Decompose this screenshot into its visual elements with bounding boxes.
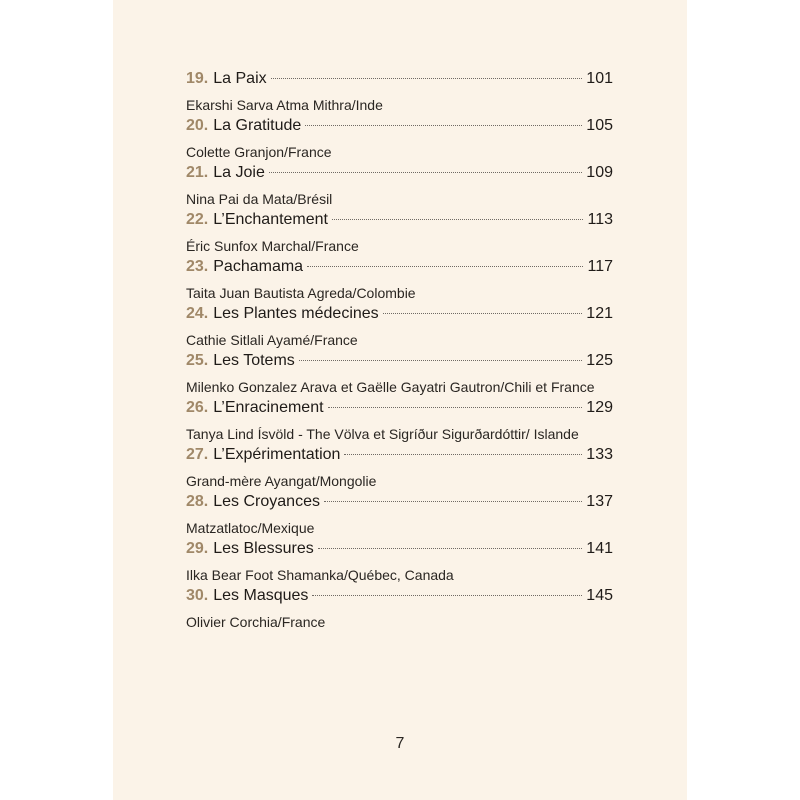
chapter-author: Éric Sunfox Marchal/France bbox=[186, 238, 359, 254]
chapter-title: La Paix bbox=[213, 70, 267, 87]
chapter-title: Les Masques bbox=[213, 587, 309, 604]
chapter-page-number: 145 bbox=[586, 587, 613, 604]
toc-title-row bbox=[186, 352, 613, 377]
dot-leader bbox=[318, 548, 583, 549]
chapter-page-number: 129 bbox=[586, 399, 613, 416]
chapter-title: Les Blessures bbox=[213, 540, 314, 557]
chapter-title: La Joie bbox=[213, 164, 265, 181]
chapter-author: Taita Juan Bautista Agreda/Colombie bbox=[186, 285, 416, 301]
dot-leader bbox=[328, 407, 583, 408]
chapter-page-number: 141 bbox=[586, 540, 613, 557]
chapter-author: Milenko Gonzalez Arava et Gaëlle Gayatri Gautron/Chili et France bbox=[186, 379, 595, 395]
toc-entry bbox=[186, 305, 613, 350]
chapter-author: Olivier Corchia/France bbox=[186, 614, 326, 630]
toc-entry bbox=[186, 399, 613, 444]
chapter-number: 19. bbox=[186, 70, 209, 87]
chapter-number: 26. bbox=[186, 399, 209, 416]
chapter-page-number: 109 bbox=[586, 164, 613, 181]
chapter-author: Grand-mère Ayangat/Mongolie bbox=[186, 473, 377, 489]
dot-leader bbox=[344, 454, 582, 455]
toc-entry bbox=[186, 540, 613, 585]
table-of-contents bbox=[186, 70, 613, 634]
toc-title-row bbox=[186, 258, 613, 283]
chapter-number: 22. bbox=[186, 211, 209, 228]
toc-entry bbox=[186, 446, 613, 491]
dot-leader bbox=[271, 78, 583, 79]
chapter-title: Les Totems bbox=[213, 352, 295, 369]
toc-entry bbox=[186, 587, 613, 632]
book-page bbox=[113, 0, 687, 800]
dot-leader bbox=[305, 125, 582, 126]
chapter-title: L’Enracinement bbox=[213, 399, 324, 416]
toc-title-row bbox=[186, 587, 613, 612]
chapter-title: L’Expérimentation bbox=[213, 446, 341, 463]
dot-leader bbox=[324, 501, 582, 502]
chapter-number: 25. bbox=[186, 352, 209, 369]
dot-leader bbox=[332, 219, 583, 220]
chapter-author: Matzatlatoc/Mexique bbox=[186, 520, 315, 536]
chapter-author: Nina Pai da Mata/Brésil bbox=[186, 191, 333, 207]
chapter-page-number: 101 bbox=[586, 70, 613, 87]
chapter-number: 20. bbox=[186, 117, 209, 134]
toc-title-row bbox=[186, 446, 613, 471]
chapter-page-number: 121 bbox=[586, 305, 613, 322]
toc-title-row bbox=[186, 493, 613, 518]
chapter-author: Ilka Bear Foot Shamanka/Québec, Canada bbox=[186, 567, 454, 583]
chapter-page-number: 113 bbox=[587, 211, 613, 228]
chapter-author: Colette Granjon/France bbox=[186, 144, 332, 160]
dot-leader bbox=[299, 360, 583, 361]
chapter-number: 29. bbox=[186, 540, 209, 557]
chapter-title: Les Plantes médecines bbox=[213, 305, 379, 322]
toc-entry bbox=[186, 493, 613, 538]
page-number: 7 bbox=[395, 735, 405, 752]
chapter-page-number: 133 bbox=[586, 446, 613, 463]
toc-title-row bbox=[186, 540, 613, 565]
chapter-page-number: 105 bbox=[586, 117, 613, 134]
toc-entry bbox=[186, 211, 613, 256]
toc-entry bbox=[186, 258, 613, 303]
chapter-title: L’Enchantement bbox=[213, 211, 328, 228]
chapter-number: 24. bbox=[186, 305, 209, 322]
toc-entry bbox=[186, 352, 613, 397]
chapter-title: La Gratitude bbox=[213, 117, 302, 134]
toc-title-row bbox=[186, 117, 613, 142]
toc-title-row bbox=[186, 211, 613, 236]
chapter-page-number: 117 bbox=[587, 258, 613, 275]
chapter-author: Ekarshi Sarva Atma Mithra/Inde bbox=[186, 97, 383, 113]
toc-title-row bbox=[186, 164, 613, 189]
toc-entry bbox=[186, 70, 613, 115]
toc-title-row bbox=[186, 399, 613, 424]
chapter-title: Pachamama bbox=[213, 258, 304, 275]
dot-leader bbox=[312, 595, 582, 596]
chapter-page-number: 137 bbox=[586, 493, 613, 510]
dot-leader bbox=[269, 172, 582, 173]
toc-title-row bbox=[186, 70, 613, 95]
toc-entry bbox=[186, 164, 613, 209]
chapter-number: 21. bbox=[186, 164, 209, 181]
dot-leader bbox=[383, 313, 583, 314]
chapter-author: Cathie Sitlali Ayamé/France bbox=[186, 332, 358, 348]
dot-leader bbox=[307, 266, 583, 267]
chapter-page-number: 125 bbox=[586, 352, 613, 369]
toc-entry bbox=[186, 117, 613, 162]
chapter-author: Tanya Lind Ísvöld - The Völva et Sigríður Sigurðardóttir/ Islande bbox=[186, 426, 579, 442]
toc-title-row bbox=[186, 305, 613, 330]
chapter-number: 30. bbox=[186, 587, 209, 604]
chapter-number: 27. bbox=[186, 446, 209, 463]
chapter-title: Les Croyances bbox=[213, 493, 320, 510]
chapter-number: 23. bbox=[186, 258, 209, 275]
chapter-number: 28. bbox=[186, 493, 209, 510]
